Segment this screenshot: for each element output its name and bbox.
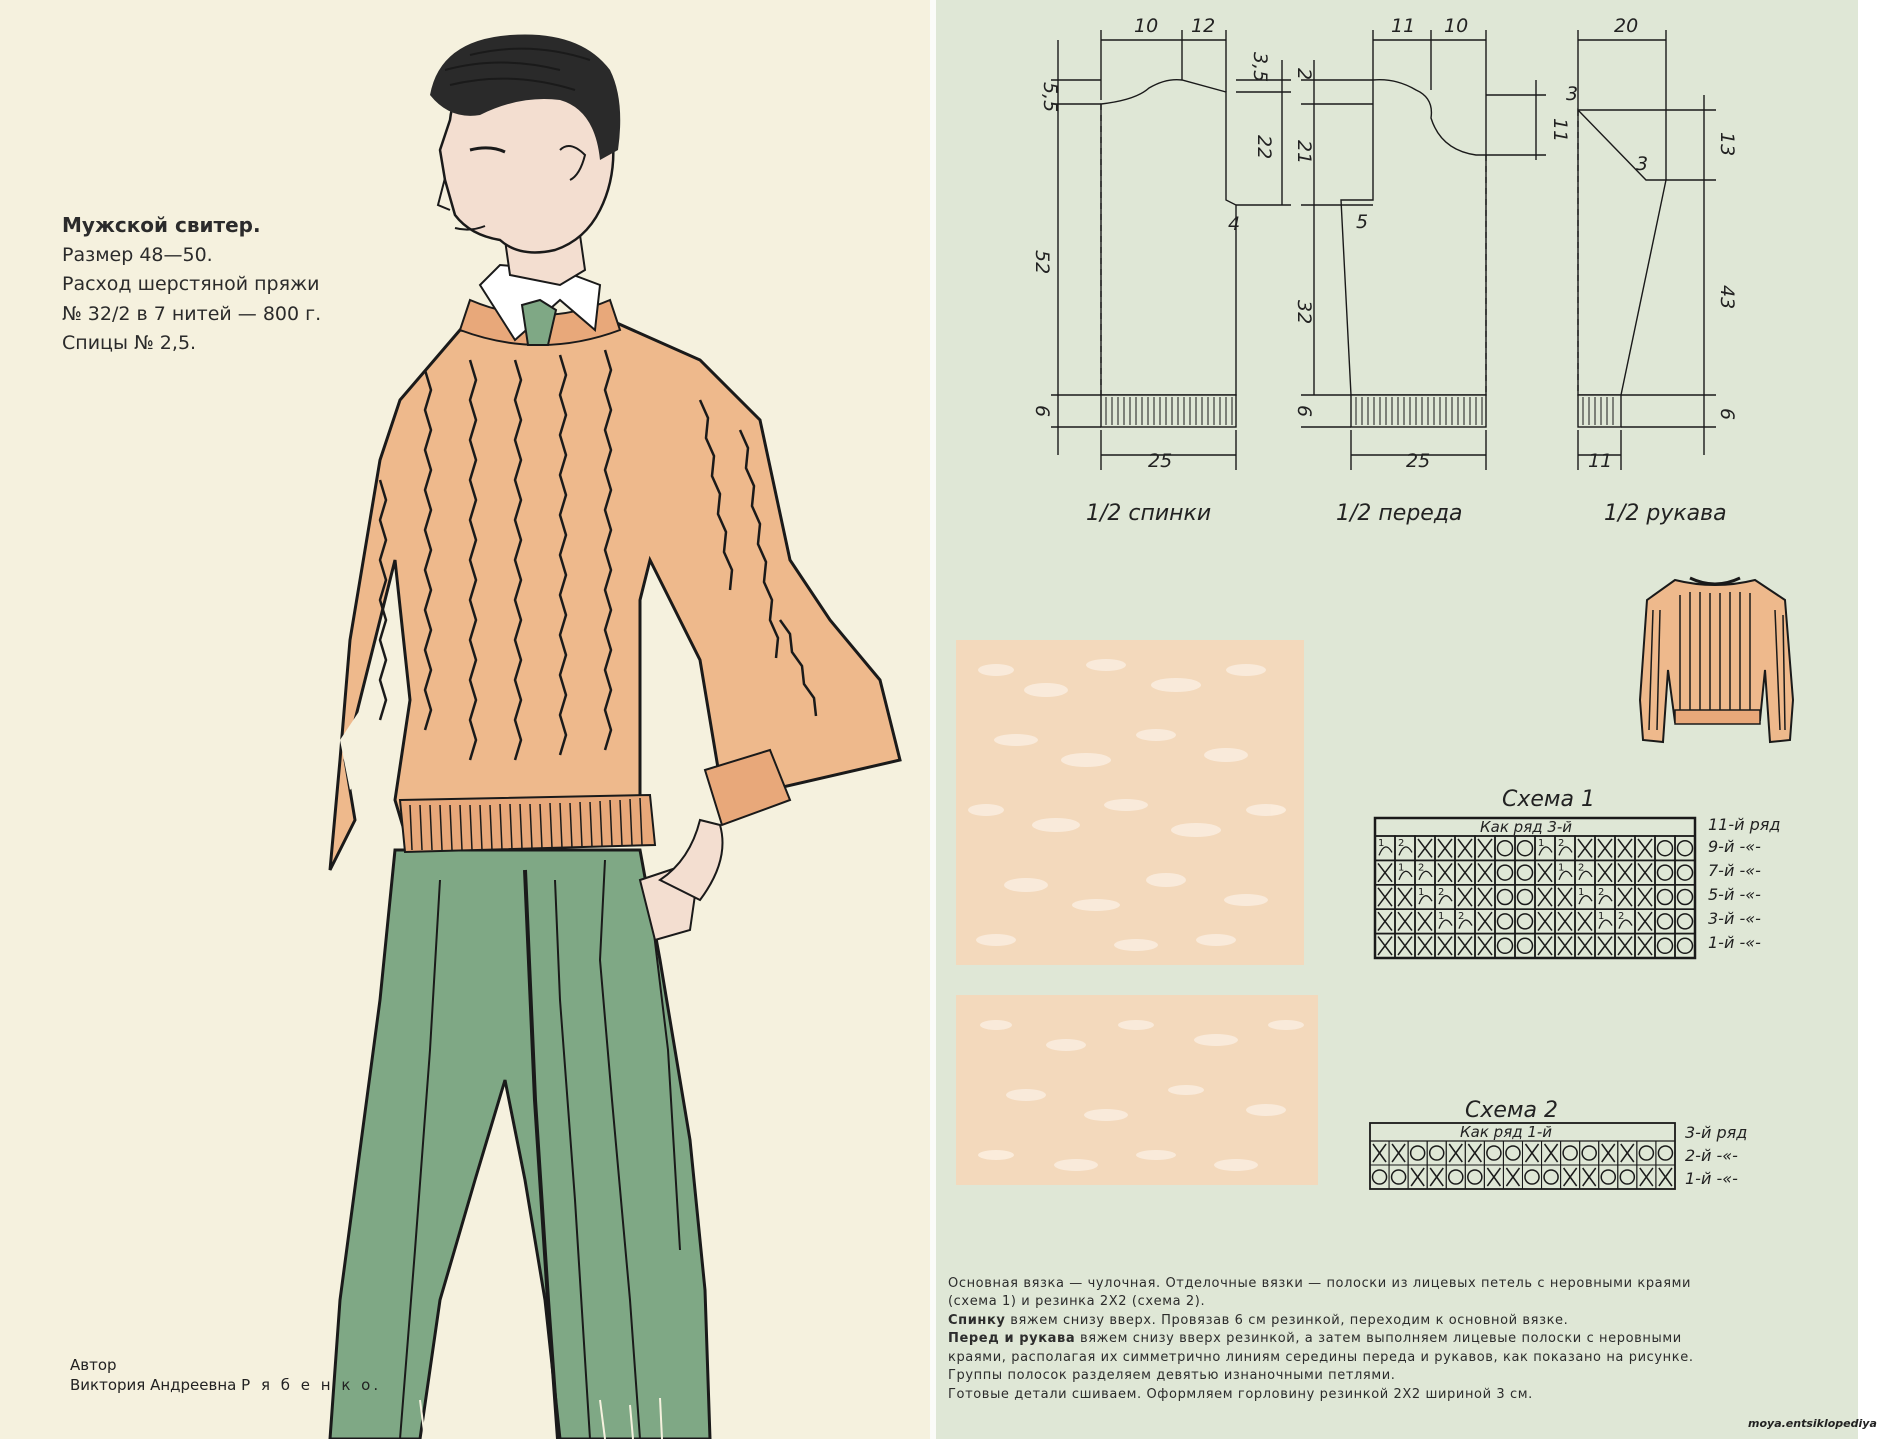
stitch-cell — [1495, 860, 1515, 884]
stitch-cell — [1435, 909, 1455, 933]
stitch-cell — [1446, 1141, 1465, 1165]
stitch-cell — [1675, 860, 1695, 884]
stitch-cell — [1435, 860, 1455, 884]
stitch-cell — [1575, 934, 1595, 958]
sleeve-dim-2: 3 — [1566, 83, 1579, 105]
instructions-p2-bold: Спинку — [948, 1312, 1006, 1328]
yarn-line-2: № 32/2 в 7 нитей — 800 г. — [62, 302, 322, 325]
stitch-cell — [1615, 934, 1635, 958]
stitch-cell — [1415, 860, 1435, 884]
stitch-cell — [1561, 1141, 1580, 1165]
svg-text:2: 2 — [1578, 862, 1585, 874]
stitch-cell — [1503, 1165, 1522, 1189]
back-pattern — [1051, 30, 1291, 470]
stitch-cell — [1675, 836, 1695, 860]
stitch-cell — [1415, 836, 1435, 860]
stitch-cell — [1635, 934, 1655, 958]
scheme-1-row-label-6: 1-й -«- — [1708, 933, 1761, 952]
stitch-cell — [1655, 885, 1675, 909]
sleeve-dim-1: 20 — [1614, 15, 1639, 37]
back-dim-6: 52 — [1031, 250, 1053, 275]
back-dim-7: 4 — [1228, 213, 1241, 235]
svg-text:2: 2 — [1618, 911, 1625, 923]
front-dim-4: 21 — [1293, 140, 1315, 165]
stitch-cell — [1599, 1165, 1618, 1189]
stitch-cell — [1415, 934, 1435, 958]
svg-text:1: 1 — [1538, 838, 1545, 849]
sweater-body — [330, 320, 900, 870]
stitch-cell — [1515, 836, 1535, 860]
sleeve-dim-3: 13 — [1716, 132, 1738, 157]
stitch-cell — [1415, 909, 1435, 933]
stitch-cell — [1595, 885, 1615, 909]
back-dim-4: 5,5 — [1039, 82, 1061, 113]
stitch-cell — [1618, 1165, 1637, 1189]
stitch-cell — [1555, 909, 1575, 933]
yarn-line-1: Расход шерстяной пряжи — [62, 273, 320, 296]
svg-text:1: 1 — [1418, 886, 1425, 898]
stitch-cell — [1503, 1141, 1522, 1165]
stitch-cell — [1515, 860, 1535, 884]
front-dim-3: 2 — [1293, 68, 1315, 81]
scheme-1-row-label-1: 11-й ряд — [1708, 815, 1781, 834]
stitch-cell — [1522, 1141, 1541, 1165]
front-dim-1: 11 — [1391, 15, 1416, 37]
sleeve-dim-5: 43 — [1716, 285, 1738, 310]
sleeve-caption: 1/2 рукава — [1604, 501, 1727, 526]
front-dim-2: 10 — [1444, 15, 1469, 37]
instructions-p4-text: Готовые детали сшиваем. Оформляем горловину резинкой 2Х2 шириной 3 см. — [948, 1386, 1533, 1402]
knit-sample-1 — [956, 640, 1304, 965]
stitch-cell — [1599, 1141, 1618, 1165]
sleeve-pattern — [1578, 30, 1716, 470]
stitch-cell — [1515, 909, 1535, 933]
product-info — [62, 210, 382, 359]
stitch-cell — [1455, 909, 1475, 933]
stitch-cell — [1465, 1165, 1484, 1189]
stitch-cell — [1555, 860, 1575, 884]
stitch-cell — [1535, 909, 1555, 933]
stitch-cell — [1455, 934, 1475, 958]
instructions-text — [948, 1275, 1728, 1404]
svg-text:2: 2 — [1398, 838, 1405, 849]
scheme-2-row-label-1: 3-й ряд — [1685, 1123, 1748, 1142]
svg-text:2: 2 — [1438, 886, 1445, 898]
scheme-1-row-label-5: 3-й -«- — [1708, 909, 1761, 928]
stitch-cell — [1615, 885, 1635, 909]
stitch-cell — [1575, 860, 1595, 884]
stitch-cell — [1515, 934, 1535, 958]
stitch-cell — [1595, 860, 1615, 884]
stitch-cell — [1435, 885, 1455, 909]
instructions-p3-text: вяжем снизу вверх резинкой, а затем выполняем лицевые полоски с неровными краями, располагая их симметрично линиям середины переда и рукавов, как показано на рисунке. Группы полосок разделяем девятью изнаночными петлями. — [948, 1331, 1694, 1384]
stitch-cell — [1389, 1141, 1408, 1165]
stitch-cell — [1495, 934, 1515, 958]
stitch-cell — [1475, 885, 1495, 909]
stitch-cell — [1395, 860, 1415, 884]
small-sweater-sketch — [1635, 560, 1795, 760]
knit-sample-2 — [956, 995, 1318, 1185]
stitch-cell — [1495, 909, 1515, 933]
author-label: Автор — [70, 1356, 117, 1374]
author-last-name: Р я б е н к о. — [241, 1376, 382, 1395]
scheme-2-row-label-3: 1-й -«- — [1685, 1169, 1738, 1188]
stitch-cell — [1555, 885, 1575, 909]
svg-text:1: 1 — [1578, 886, 1585, 898]
stitch-cell — [1435, 836, 1455, 860]
stitch-cell — [1475, 860, 1495, 884]
stitch-cell — [1395, 934, 1415, 958]
stitch-cell — [1555, 934, 1575, 958]
back-dim-1: 10 — [1134, 15, 1159, 37]
stitch-cell — [1595, 934, 1615, 958]
stitch-cell — [1435, 934, 1455, 958]
stitch-cell — [1455, 836, 1475, 860]
author-first-name: Виктория Андреевна — [70, 1376, 237, 1395]
stitch-cell — [1637, 1165, 1656, 1189]
stitch-cell — [1555, 836, 1575, 860]
stitch-cell — [1475, 934, 1495, 958]
instructions-p3 — [948, 1330, 1728, 1385]
stitch-cell — [1455, 860, 1475, 884]
stitch-cell — [1427, 1165, 1446, 1189]
trousers — [330, 850, 710, 1439]
svg-text:2: 2 — [1558, 838, 1565, 849]
back-dim-3: 3,5 — [1249, 52, 1271, 83]
author-credit — [70, 1355, 381, 1396]
stitch-cell — [1675, 885, 1695, 909]
stitch-cell — [1535, 934, 1555, 958]
stitch-cell — [1495, 885, 1515, 909]
stitch-cell — [1495, 836, 1515, 860]
scheme-2-title: Схема 2 — [1465, 1098, 1558, 1123]
stitch-cell — [1535, 885, 1555, 909]
stitch-cell — [1675, 909, 1695, 933]
scheme-2 — [1365, 1095, 1825, 1205]
left-page — [0, 0, 930, 1439]
stitch-cell — [1395, 836, 1415, 860]
scheme-2-row-label-2: 2-й -«- — [1685, 1146, 1738, 1165]
stitch-cell — [1455, 885, 1475, 909]
stitch-cell — [1635, 860, 1655, 884]
stitch-cell — [1575, 885, 1595, 909]
front-dim-9: 25 — [1406, 450, 1431, 472]
stitch-cell — [1635, 836, 1655, 860]
back-dim-8: 6 — [1031, 405, 1053, 418]
stitch-cell — [1618, 1141, 1637, 1165]
stitch-cell — [1522, 1165, 1541, 1189]
stitch-cell — [1655, 934, 1675, 958]
back-dim-9: 25 — [1148, 450, 1173, 472]
sleeve-dim-4: 3 — [1636, 153, 1649, 175]
scheme-1-row-label-3: 7-й -«- — [1708, 861, 1761, 880]
stitch-cell — [1637, 1141, 1656, 1165]
pattern-diagrams — [936, 0, 1858, 540]
sleeve-dim-6: 6 — [1716, 408, 1738, 421]
svg-text:1: 1 — [1398, 862, 1405, 874]
stitch-cell — [1375, 860, 1395, 884]
stitch-cell — [1408, 1141, 1427, 1165]
svg-text:1: 1 — [1558, 862, 1565, 874]
stitch-cell — [1375, 885, 1395, 909]
stitch-cell — [1580, 1165, 1599, 1189]
stitch-cell — [1408, 1165, 1427, 1189]
stitch-cell — [1370, 1141, 1389, 1165]
product-size: Размер 48—50. — [62, 244, 213, 266]
stitch-cell — [1475, 909, 1495, 933]
product-title: Мужской свитер. — [62, 213, 261, 237]
svg-text:2: 2 — [1598, 886, 1605, 898]
svg-text:1: 1 — [1598, 911, 1605, 923]
stitch-cell — [1595, 836, 1615, 860]
stitch-cell — [1446, 1165, 1465, 1189]
stitch-cell — [1656, 1141, 1675, 1165]
watermark: moya.entsiklopediya — [1748, 1417, 1877, 1430]
instructions-p2 — [948, 1312, 1728, 1330]
instructions-p1-text: Основная вязка — чулочная. Отделочные вязки — полоски из лицевых петель с неровными краями (схема 1) и резинка 2Х2 (схема 2). — [948, 1276, 1692, 1310]
scheme-1-header: Как ряд 3-й — [1480, 818, 1573, 836]
stitch-cell — [1575, 909, 1595, 933]
needles-size: Спицы № 2,5. — [62, 332, 197, 355]
svg-text:1: 1 — [1378, 838, 1385, 849]
svg-text:2: 2 — [1458, 911, 1465, 923]
stitch-cell — [1475, 836, 1495, 860]
instructions-p2-text: вяжем снизу вверх. Провязав 6 см резинкой, переходим к основной вязке. — [1005, 1312, 1569, 1328]
stitch-cell — [1635, 909, 1655, 933]
back-caption: 1/2 спинки — [1086, 501, 1212, 526]
scheme-1-grid — [1375, 836, 1695, 958]
stitch-cell — [1580, 1141, 1599, 1165]
stitch-cell — [1415, 885, 1435, 909]
stitch-cell — [1615, 909, 1635, 933]
svg-text:1: 1 — [1438, 911, 1445, 923]
instructions-p1 — [948, 1275, 1728, 1312]
stitch-cell — [1615, 836, 1635, 860]
stitch-cell — [1395, 885, 1415, 909]
front-dim-8: 6 — [1293, 405, 1315, 418]
author-name — [70, 1375, 381, 1395]
scheme-1-row-label-4: 5-й -«- — [1708, 885, 1761, 904]
back-dim-2: 12 — [1191, 15, 1216, 37]
scheme-1-row-label-2: 9-й -«- — [1708, 837, 1761, 856]
stitch-cell — [1375, 836, 1395, 860]
front-dim-6: 5 — [1356, 211, 1369, 233]
stitch-cell — [1561, 1165, 1580, 1189]
stitch-cell — [1465, 1141, 1484, 1165]
stitch-cell — [1655, 909, 1675, 933]
stitch-cell — [1395, 909, 1415, 933]
front-pattern — [1301, 30, 1546, 470]
scheme-2-grid — [1370, 1141, 1675, 1189]
stitch-cell — [1655, 836, 1675, 860]
stitch-cell — [1542, 1141, 1561, 1165]
front-dim-7: 32 — [1293, 300, 1315, 325]
stitch-cell — [1675, 934, 1695, 958]
scheme-2-header: Как ряд 1-й — [1460, 1123, 1553, 1141]
stitch-cell — [1635, 885, 1655, 909]
stitch-cell — [1484, 1141, 1503, 1165]
instructions-p4 — [948, 1386, 1728, 1404]
stitch-cell — [1595, 909, 1615, 933]
stitch-cell — [1389, 1165, 1408, 1189]
stitch-cell — [1427, 1141, 1446, 1165]
stitch-cell — [1375, 909, 1395, 933]
stitch-cell — [1542, 1165, 1561, 1189]
stitch-cell — [1515, 885, 1535, 909]
sleeve-dim-7: 11 — [1588, 450, 1613, 472]
instructions-p3-bold: Перед и рукава — [948, 1331, 1076, 1347]
stitch-cell — [1535, 836, 1555, 860]
stitch-cell — [1575, 836, 1595, 860]
stitch-cell — [1655, 860, 1675, 884]
stitch-cell — [1615, 860, 1635, 884]
front-dim-5: 11 — [1549, 118, 1571, 143]
stitch-cell — [1370, 1165, 1389, 1189]
stitch-cell — [1535, 860, 1555, 884]
stitch-cell — [1375, 934, 1395, 958]
front-caption: 1/2 переда — [1336, 501, 1463, 526]
stitch-cell — [1656, 1165, 1675, 1189]
scheme-1 — [1370, 787, 1830, 970]
svg-text:2: 2 — [1418, 862, 1425, 874]
back-dim-5: 22 — [1253, 135, 1275, 160]
scheme-1-title: Схема 1 — [1502, 787, 1595, 812]
stitch-cell — [1484, 1165, 1503, 1189]
